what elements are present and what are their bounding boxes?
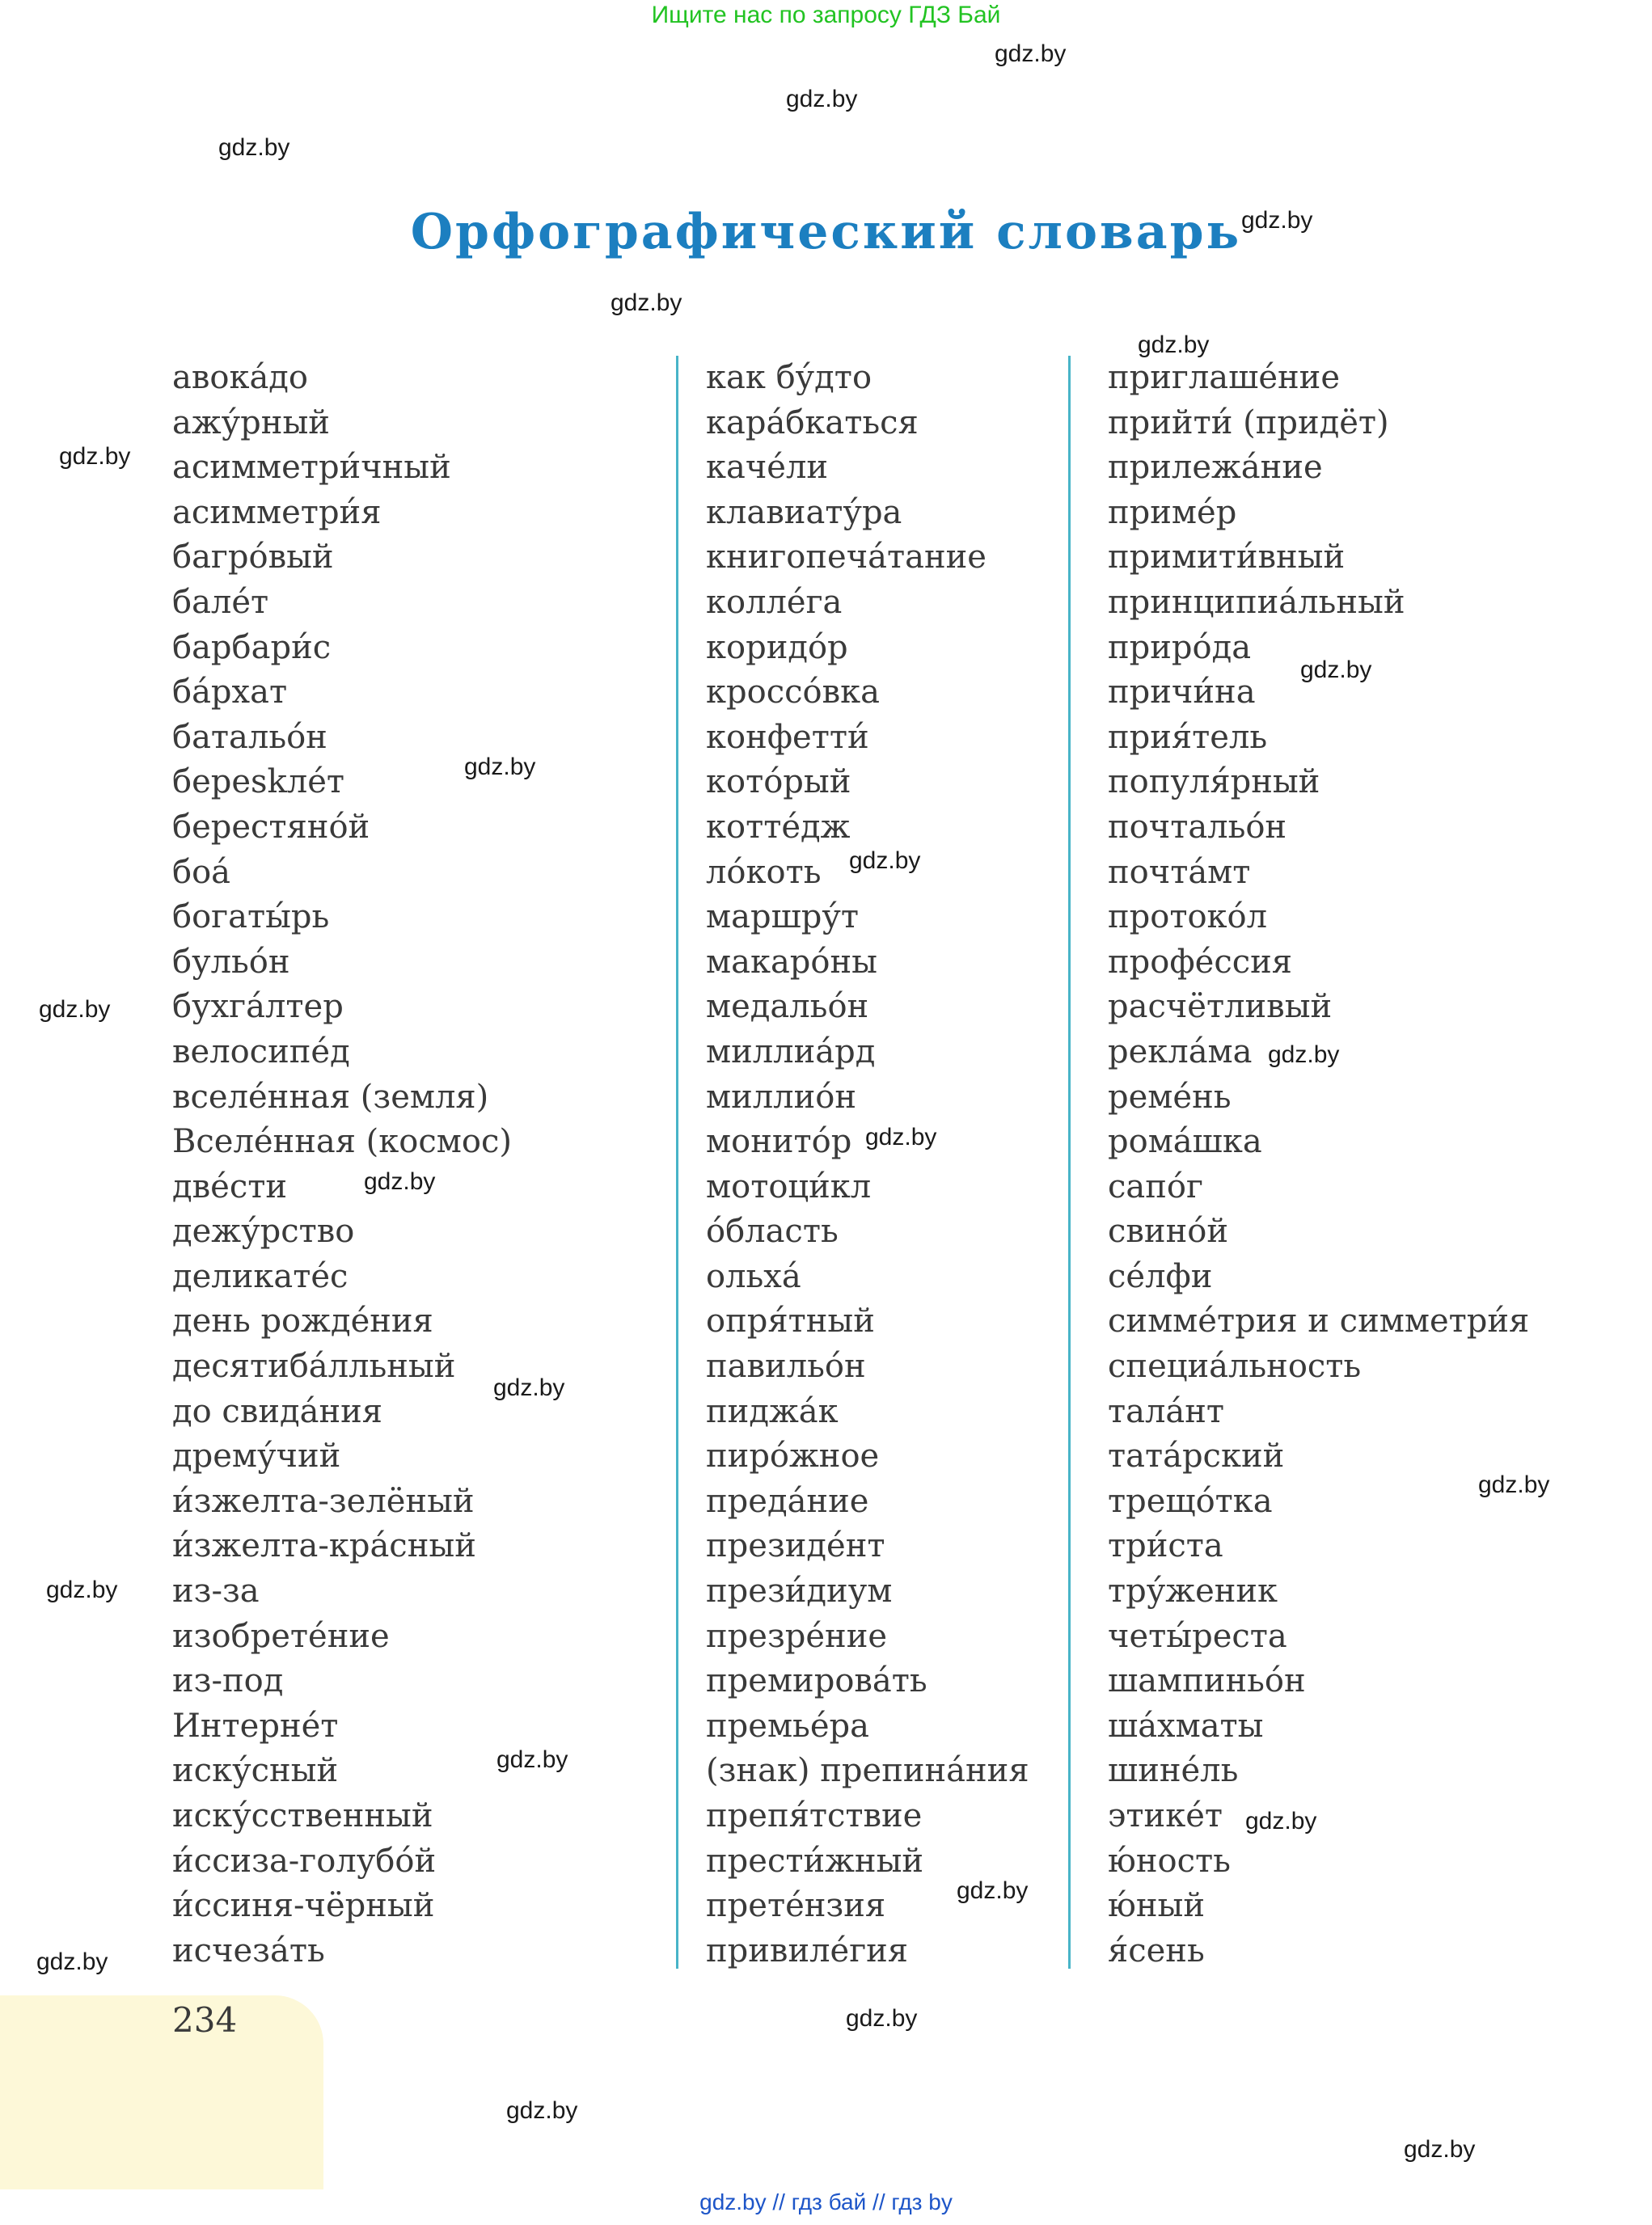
dictionary-word: бухга́лтер <box>172 988 344 1026</box>
dictionary-word: как бу́дто <box>706 359 872 396</box>
watermark: gdz.by <box>218 134 290 161</box>
dictionary-word: се́лфи <box>1108 1257 1213 1295</box>
dictionary-word: специа́льность <box>1108 1348 1362 1386</box>
watermark: gdz.by <box>1478 1471 1550 1498</box>
dictionary-word: ажу́рный <box>172 403 330 441</box>
dictionary-word: миллио́н <box>706 1078 856 1116</box>
dictionary-word: пиро́жное <box>706 1438 880 1476</box>
dictionary-word: (знак) препина́ния <box>706 1752 1029 1790</box>
dictionary-word: вселе́нная (земля) <box>172 1078 489 1116</box>
dictionary-word: бале́т <box>172 583 269 621</box>
watermark: gdz.by <box>1245 1808 1317 1834</box>
dictionary-word: макаро́ны <box>706 943 877 981</box>
dictionary-word: приглаше́ние <box>1108 359 1340 396</box>
dictionary-word: сапо́г <box>1108 1167 1203 1205</box>
dictionary-word: симме́трия и симметри́я <box>1108 1302 1530 1340</box>
dictionary-word: ша́хматы <box>1108 1707 1264 1745</box>
dictionary-word: популя́рный <box>1108 763 1320 801</box>
dictionary-word: расчётливый <box>1108 988 1333 1026</box>
watermark: gdz.by <box>1241 207 1313 234</box>
dictionary-word: принципиа́льный <box>1108 583 1405 621</box>
watermark: gdz.by <box>36 1948 108 1975</box>
dictionary-word: ю́ность <box>1108 1842 1231 1880</box>
dictionary-word: берестяно́й <box>172 808 370 846</box>
dictionary-word: рома́шка <box>1108 1123 1262 1161</box>
dictionary-word: велосипе́д <box>172 1032 350 1070</box>
dictionary-word: три́ста <box>1108 1527 1223 1565</box>
dictionary-column-1 <box>172 356 512 1974</box>
dictionary-word: четы́реста <box>1108 1617 1287 1655</box>
dictionary-word: премирова́ть <box>706 1662 927 1700</box>
dictionary-word: береskле́т <box>172 763 345 801</box>
dictionary-word: прилежа́ние <box>1108 449 1323 487</box>
watermark: gdz.by <box>1300 657 1372 683</box>
dictionary-word: котте́дж <box>706 808 851 846</box>
watermark: gdz.by <box>846 2005 918 2032</box>
dictionary-word: прези́диум <box>706 1573 893 1611</box>
dictionary-word: прете́нзия <box>706 1887 886 1925</box>
dictionary-word: до свида́ния <box>172 1392 383 1430</box>
watermark: gdz.by <box>59 443 131 470</box>
dictionary-word: тру́женик <box>1108 1573 1278 1611</box>
dictionary-word: из-под <box>172 1662 284 1700</box>
dictionary-word: деликате́с <box>172 1257 349 1295</box>
dictionary-word: колле́га <box>706 583 843 621</box>
dictionary-word: шине́ль <box>1108 1752 1239 1790</box>
dictionary-column-2 <box>706 356 1029 1974</box>
dictionary-word: павильо́н <box>706 1348 866 1386</box>
dictionary-word: десятиба́лльный <box>172 1348 456 1386</box>
dictionary-word: боа́ <box>172 853 231 891</box>
dictionary-word: прийти́ (придёт) <box>1108 403 1389 441</box>
watermark: gdz.by <box>849 847 921 874</box>
dictionary-word: почта́мт <box>1108 853 1251 891</box>
dictionary-word: ольха́ <box>706 1257 801 1295</box>
search-banner: Ищите нас по запросу ГДЗ Бай <box>651 2 1001 28</box>
dictionary-word: препя́тствие <box>706 1797 923 1834</box>
dictionary-word: приро́да <box>1108 628 1252 666</box>
dictionary-word: президе́нт <box>706 1527 885 1565</box>
watermark: gdz.by <box>496 1746 568 1773</box>
watermark: gdz.by <box>506 2097 578 2124</box>
dictionary-word: премье́ра <box>706 1707 869 1745</box>
dictionary-word: Интерне́т <box>172 1707 339 1745</box>
dictionary-word: ю́ный <box>1108 1887 1205 1925</box>
dictionary-word: приме́р <box>1108 493 1237 531</box>
dictionary-word: примити́вный <box>1108 538 1346 576</box>
dictionary-column-3 <box>1108 356 1529 1974</box>
dictionary-word: профе́ссия <box>1108 943 1293 981</box>
footer-links: gdz.by // гдз бай // гдз by <box>699 2189 953 2214</box>
dictionary-word: иску́сный <box>172 1752 339 1790</box>
dictionary-word: причи́на <box>1108 673 1256 711</box>
dictionary-word: мотоци́кл <box>706 1167 872 1205</box>
dictionary-word: и́ссиза-голубо́й <box>172 1842 437 1880</box>
dictionary-word: прия́тель <box>1108 718 1268 756</box>
dictionary-word: тата́рский <box>1108 1438 1285 1476</box>
dictionary-word: из-за <box>172 1573 260 1611</box>
dictionary-word: дежу́рство <box>172 1213 355 1251</box>
dictionary-word: преда́ние <box>706 1482 869 1520</box>
dictionary-word: о́бласть <box>706 1213 839 1251</box>
column-divider <box>676 356 678 1969</box>
dictionary-word: опря́тный <box>706 1302 875 1340</box>
dictionary-word: и́зжелта-зелёный <box>172 1482 475 1520</box>
dictionary-word: ба́рхат <box>172 673 288 711</box>
dictionary-word: кото́рый <box>706 763 851 801</box>
dictionary-word: бульо́н <box>172 943 290 981</box>
dictionary-word: асимметри́я <box>172 493 382 531</box>
dictionary-word: исчеза́ть <box>172 1932 325 1970</box>
watermark: gdz.by <box>464 754 536 780</box>
dictionary-word: привиле́гия <box>706 1932 909 1970</box>
dictionary-word: прести́жный <box>706 1842 924 1880</box>
dictionary-word: рекла́ма <box>1108 1032 1253 1070</box>
dictionary-word: монито́р <box>706 1123 852 1161</box>
page-corner-decoration <box>0 1995 323 2189</box>
dictionary-word: конфетти́ <box>706 718 869 756</box>
dictionary-word: багро́вый <box>172 538 334 576</box>
dictionary-word: пиджа́к <box>706 1392 839 1430</box>
dictionary-word: дрему́чий <box>172 1438 341 1476</box>
dictionary-word: тала́нт <box>1108 1392 1225 1430</box>
watermark: gdz.by <box>957 1877 1029 1904</box>
dictionary-word: каче́ли <box>706 449 829 487</box>
watermark: gdz.by <box>865 1124 937 1150</box>
column-divider <box>1068 356 1071 1969</box>
dictionary-word: кроссо́вка <box>706 673 880 711</box>
dictionary-word: шампиньо́н <box>1108 1662 1306 1700</box>
dictionary-word: маршру́т <box>706 898 860 936</box>
dictionary-word: реме́нь <box>1108 1078 1232 1116</box>
dictionary-word: богаты́рь <box>172 898 330 936</box>
dictionary-word: батальо́н <box>172 718 327 756</box>
dictionary-word: свино́й <box>1108 1213 1228 1251</box>
watermark: gdz.by <box>786 86 858 112</box>
dictionary-word: я́сень <box>1108 1932 1205 1970</box>
dictionary-word: асимметри́чный <box>172 449 451 487</box>
watermark: gdz.by <box>493 1374 565 1401</box>
dictionary-word: Вселе́нная (космос) <box>172 1123 512 1161</box>
dictionary-word: иску́сственный <box>172 1797 433 1834</box>
watermark: gdz.by <box>1268 1041 1340 1068</box>
dictionary-word: изобрете́ние <box>172 1617 390 1655</box>
dictionary-word: день рожде́ния <box>172 1302 433 1340</box>
dictionary-word: и́зжелта-кра́сный <box>172 1527 476 1565</box>
watermark: gdz.by <box>364 1168 436 1195</box>
dictionary-word: презре́ние <box>706 1617 888 1655</box>
watermark: gdz.by <box>995 40 1067 67</box>
dictionary-word: медальо́н <box>706 988 869 1026</box>
watermark: gdz.by <box>39 996 111 1023</box>
watermark: gdz.by <box>1138 331 1210 358</box>
page-title: Орфографический словарь <box>410 204 1242 260</box>
dictionary-word: и́ссиня-чёрный <box>172 1887 435 1925</box>
dictionary-word: барбари́с <box>172 628 332 666</box>
page-number: 234 <box>172 2000 238 2040</box>
watermark: gdz.by <box>46 1577 118 1603</box>
dictionary-word: этике́т <box>1108 1797 1223 1834</box>
watermark: gdz.by <box>611 289 682 316</box>
dictionary-word: книгопеча́тание <box>706 538 987 576</box>
dictionary-word: коридо́р <box>706 628 848 666</box>
dictionary-word: ло́коть <box>706 853 822 891</box>
dictionary-word: кара́бкаться <box>706 403 919 441</box>
dictionary-word: почтальо́н <box>1108 808 1287 846</box>
dictionary-word: трещо́тка <box>1108 1482 1273 1520</box>
dictionary-word: протоко́л <box>1108 898 1268 936</box>
dictionary-word: клавиату́ра <box>706 493 902 531</box>
dictionary-word: миллиа́рд <box>706 1032 876 1070</box>
watermark: gdz.by <box>1404 2136 1476 2163</box>
dictionary-word: две́сти <box>172 1167 288 1205</box>
dictionary-word: авока́до <box>172 359 309 396</box>
